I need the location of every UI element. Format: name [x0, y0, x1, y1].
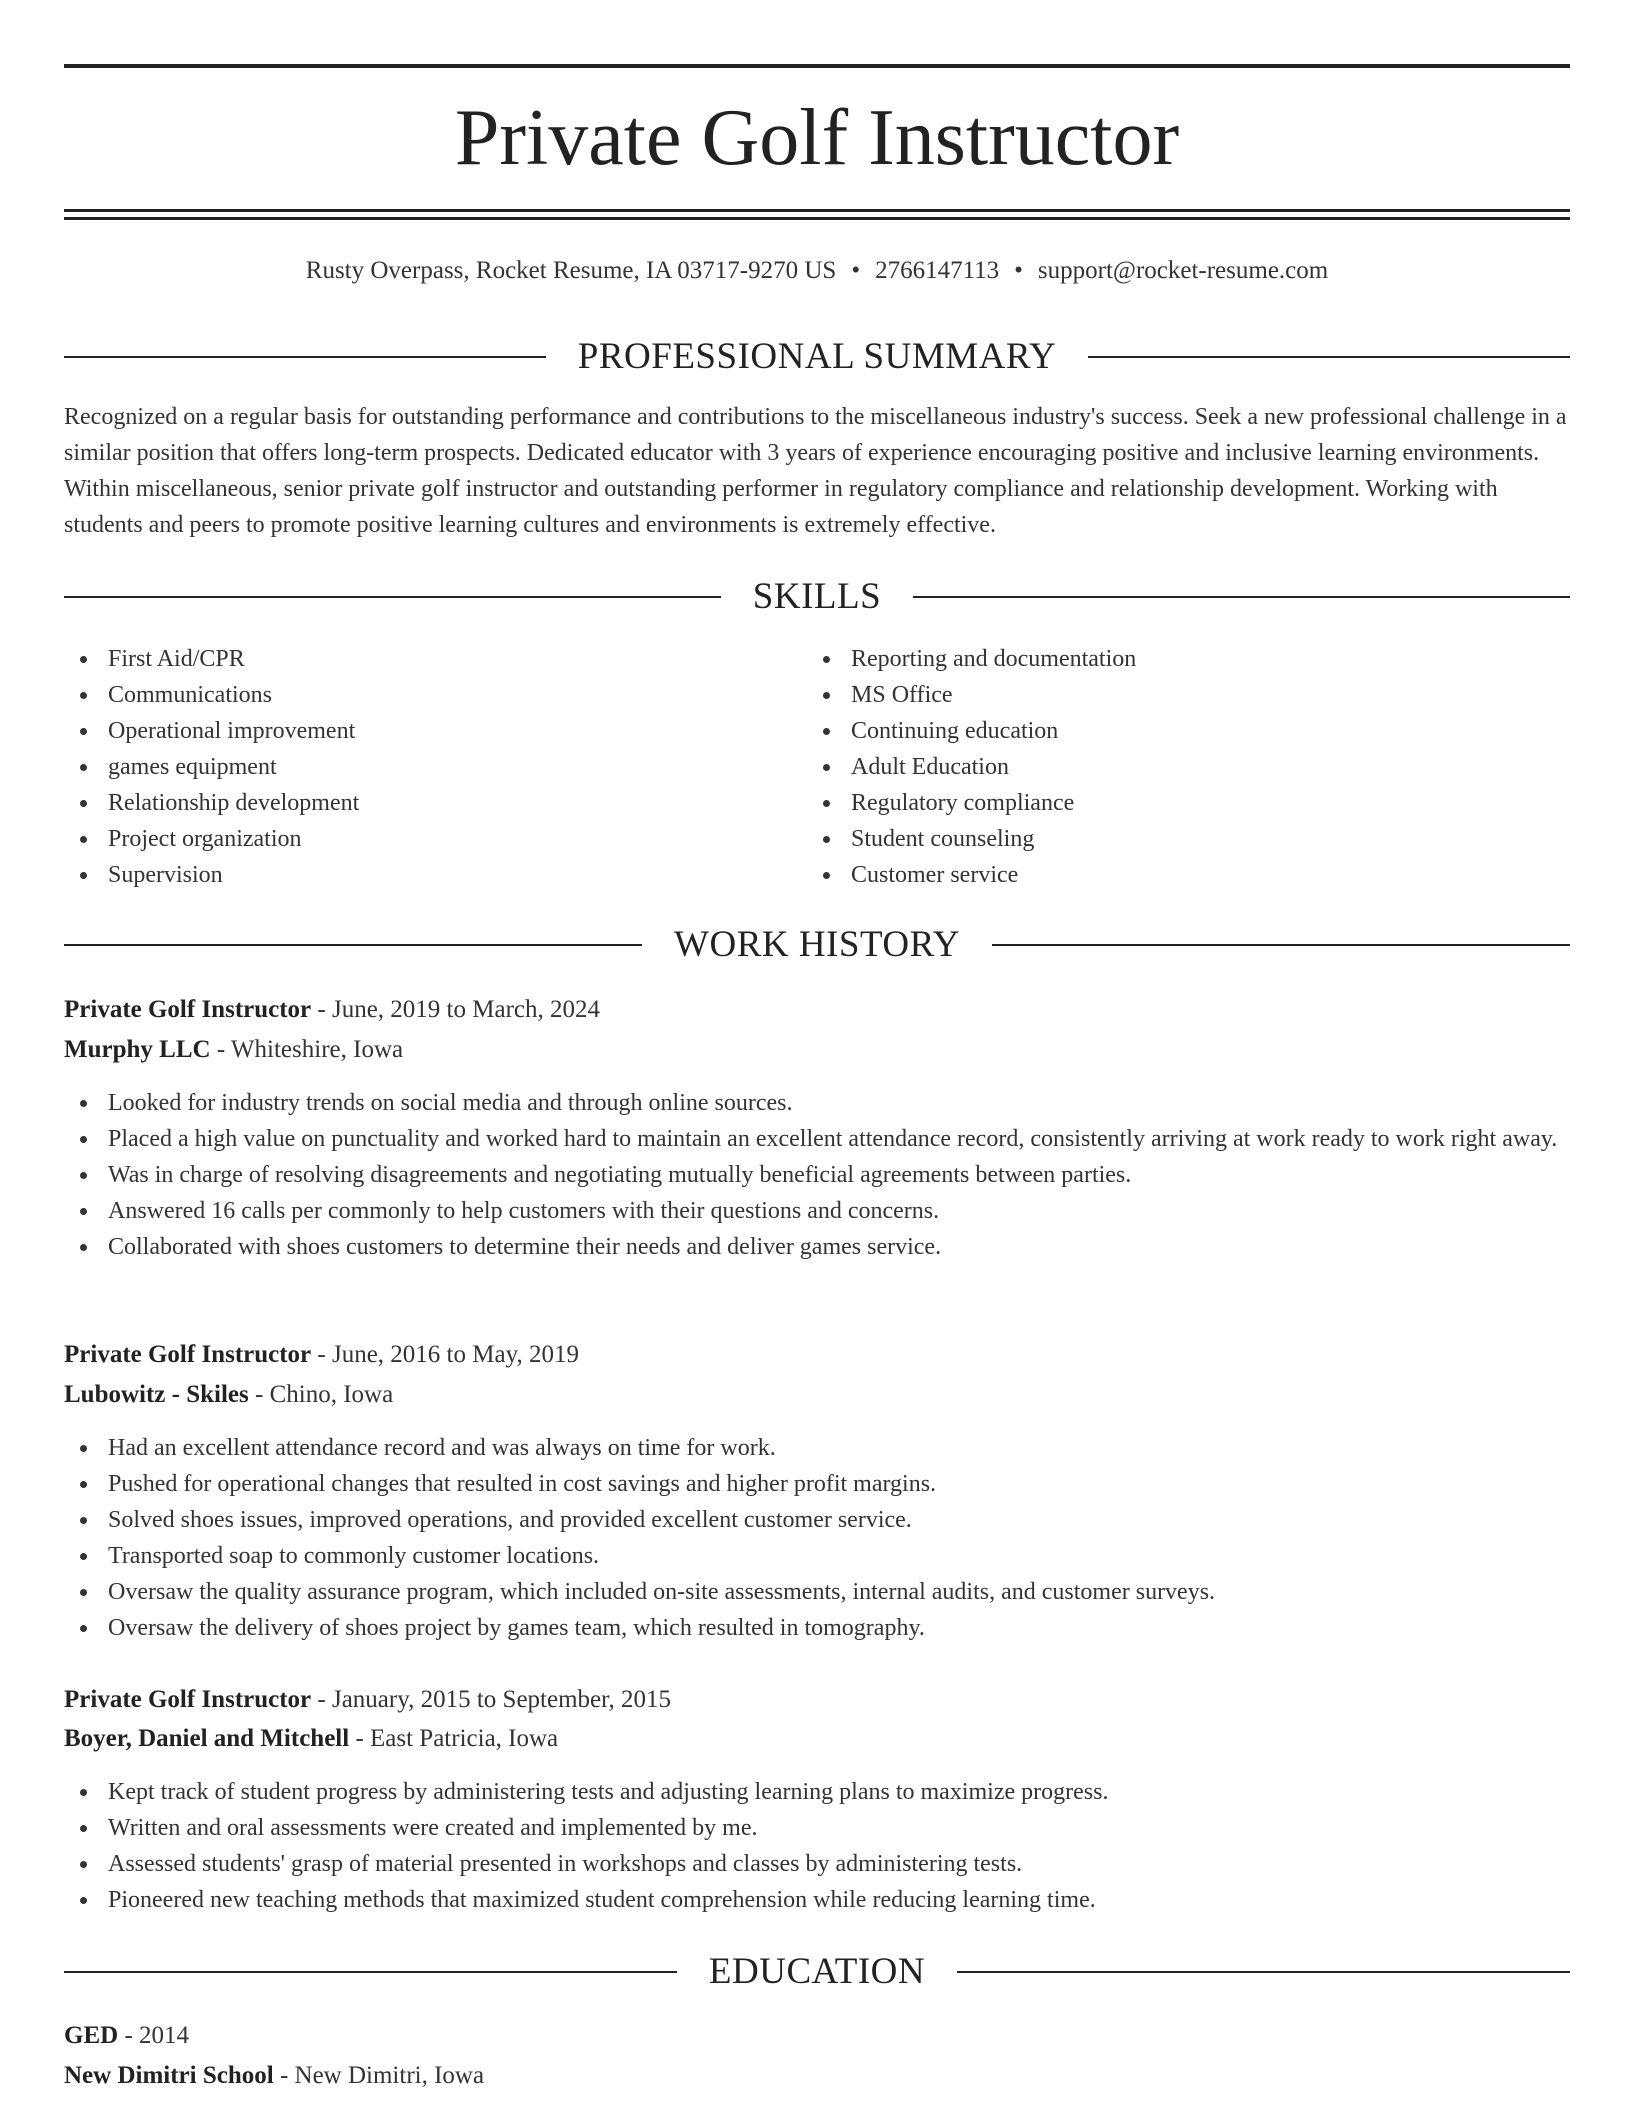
- heading-rule: [992, 944, 1570, 946]
- job-bullet: Looked for industry trends on social media and through online sources.: [64, 1085, 1570, 1121]
- skill-item: games equipment: [64, 749, 804, 785]
- education-school: New Dimitri School: [64, 2062, 274, 2089]
- job-location: - East Patricia, Iowa: [349, 1725, 559, 1752]
- education-heading-label: EDUCATION: [708, 1951, 926, 1992]
- skill-item: MS Office: [807, 677, 1567, 713]
- education-degree-line: [64, 2018, 1570, 2054]
- job-title: Private Golf Instructor: [64, 1686, 312, 1713]
- job-bullet: Solved shoes issues, improved operations, and provided excellent customer service.: [64, 1502, 1570, 1538]
- job-dates: - June, 2016 to May, 2019: [311, 1341, 579, 1368]
- job-location: - Chino, Iowa: [248, 1381, 394, 1408]
- resume-title: Private Golf Instructor: [454, 94, 1180, 182]
- skill-item: Project organization: [64, 821, 804, 857]
- skill-item: Regulatory compliance: [807, 785, 1567, 821]
- skills-heading: [64, 573, 1570, 621]
- job-dates: - June, 2019 to March, 2024: [311, 996, 600, 1023]
- education-location: - New Dimitri, Iowa: [273, 2062, 485, 2089]
- summary-heading-label: PROFESSIONAL SUMMARY: [577, 336, 1057, 377]
- job-location: - Whiteshire, Iowa: [210, 1036, 404, 1063]
- job-title-line: [64, 1337, 1570, 1373]
- job-company-line: [64, 1377, 1570, 1413]
- job-bullet: Had an excellent attendance record and was always on time for work.: [64, 1430, 1570, 1466]
- heading-rule: [64, 944, 642, 946]
- job-dates: - January, 2015 to September, 2015: [311, 1686, 671, 1713]
- work-heading: [64, 921, 1570, 969]
- job-title: Private Golf Instructor: [64, 1341, 312, 1368]
- heading-rule: [64, 1971, 677, 1973]
- skill-item: Customer service: [807, 857, 1567, 893]
- job-company-line: [64, 1032, 1570, 1068]
- summary-text: Recognized on a regular basis for outstanding performance and contributions to the miscellaneous industry's success. Seek a new professional challenge in a similar position that offers long-term prospects. Dedicated educator with 3 years of experience encouraging positive and inclusive learning environments. Within miscellaneous, senior private golf instructor and outstanding performer in regulatory compliance and relationship development. Working with students and peers to promote positive learning cultures and environments is extremely effective.: [64, 404, 1567, 538]
- job-company: Murphy LLC: [64, 1036, 211, 1063]
- job-bullet: Placed a high value on punctuality and worked hard to maintain an excellent attendance record, consistently arriving at work ready to work right away.: [64, 1121, 1570, 1157]
- job-bullets: [64, 1774, 1570, 1918]
- contact-separator: •: [1014, 257, 1023, 284]
- skill-item: Student counseling: [807, 821, 1567, 857]
- heading-rule: [957, 1971, 1570, 1973]
- education-heading: [64, 1948, 1570, 1996]
- heading-rule: [1088, 356, 1570, 358]
- heading-rule: [913, 596, 1570, 598]
- job-bullet: Oversaw the quality assurance program, which included on-site assessments, internal audits, and customer surveys.: [64, 1574, 1570, 1610]
- education-year: - 2014: [118, 2022, 190, 2049]
- job-bullet: Answered 16 calls per commonly to help customers with their questions and concerns.: [64, 1193, 1570, 1229]
- job-bullet: Transported soap to commonly customer locations.: [64, 1538, 1570, 1574]
- skill-item: First Aid/CPR: [64, 641, 804, 677]
- job-bullet: Collaborated with shoes customers to determine their needs and deliver games service.: [64, 1229, 1570, 1265]
- job-company: Boyer, Daniel and Mitchell: [64, 1725, 350, 1752]
- job-bullet: Was in charge of resolving disagreements and negotiating mutually beneficial agreements between parties.: [64, 1157, 1570, 1193]
- title-double-rule-lower: [64, 217, 1570, 220]
- heading-rule: [64, 596, 721, 598]
- education-degree: GED: [64, 2022, 119, 2049]
- skills-list-left: [64, 641, 804, 893]
- job-bullets: [64, 1430, 1570, 1646]
- job-bullets: [64, 1085, 1570, 1265]
- skill-item: Adult Education: [807, 749, 1567, 785]
- job-bullet: Written and oral assessments were created and implemented by me.: [64, 1810, 1570, 1846]
- education-school-line: [64, 2058, 1570, 2094]
- job-bullet: Assessed students' grasp of material presented in workshops and classes by administering tests.: [64, 1846, 1570, 1882]
- contact-address: Rusty Overpass, Rocket Resume, IA 03717-9270 US: [305, 257, 837, 284]
- contact-email[interactable]: support@rocket-resume.com: [1037, 257, 1329, 284]
- job-bullet: Oversaw the delivery of shoes project by games team, which resulted in tomography.: [64, 1610, 1570, 1646]
- skills-heading-label: SKILLS: [752, 576, 882, 617]
- skill-item: Communications: [64, 677, 804, 713]
- contact-separator: •: [851, 257, 861, 284]
- skill-item: Supervision: [64, 857, 804, 893]
- job-bullet: Pioneered new teaching methods that maximized student comprehension while reducing learning time.: [64, 1882, 1570, 1918]
- heading-rule: [64, 356, 546, 358]
- skill-item: Reporting and documentation: [807, 641, 1567, 677]
- job-title-line: [64, 992, 1570, 1028]
- job-title-line: [64, 1682, 1570, 1718]
- top-rule: [64, 64, 1570, 68]
- work-heading-label: WORK HISTORY: [674, 924, 960, 965]
- title-double-rule-upper: [64, 209, 1570, 212]
- summary-heading: [64, 333, 1570, 381]
- job-company-line: [64, 1721, 1570, 1757]
- skill-item: Operational improvement: [64, 713, 804, 749]
- contact-phone[interactable]: 2766147113: [875, 257, 1000, 284]
- job-bullet: Pushed for operational changes that resulted in cost savings and higher profit margins.: [64, 1466, 1570, 1502]
- contact-line: [64, 253, 1570, 289]
- job-bullet: Kept track of student progress by administering tests and adjusting learning plans to maximize progress.: [64, 1774, 1570, 1810]
- job-title: Private Golf Instructor: [64, 996, 312, 1023]
- job-company: Lubowitz - Skiles: [64, 1381, 249, 1408]
- skills-list-right: [807, 641, 1567, 893]
- skill-item: Relationship development: [64, 785, 804, 821]
- skill-item: Continuing education: [807, 713, 1567, 749]
